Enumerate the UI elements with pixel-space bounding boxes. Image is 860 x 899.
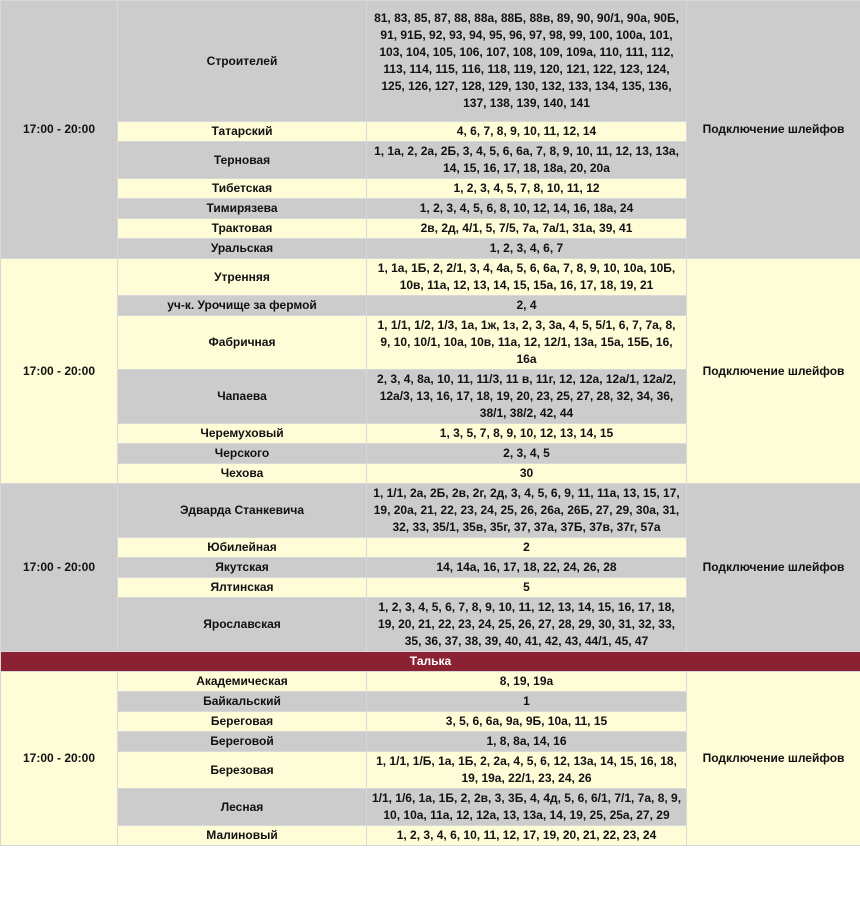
- house-numbers: 5: [367, 578, 687, 598]
- street-name: Черемуховый: [118, 424, 367, 444]
- street-name: уч-к. Урочище за фермой: [118, 296, 367, 316]
- house-numbers: 1, 1а, 2, 2а, 2Б, 3, 4, 5, 6, 6а, 7, 8, 9, 10, 11, 12, 13, 13а, 14, 15, 16, 17, 18, 18а, 20, 20а: [367, 142, 687, 179]
- locality-title: Талька: [1, 652, 860, 672]
- time-cell: 17:00 - 20:00: [1, 259, 118, 484]
- house-numbers: 81, 83, 85, 87, 88, 88а, 88Б, 88в, 89, 90, 90/1, 90а, 90Б, 91, 91Б, 92, 93, 94, 95, 96, 97, 98, 99, 100, 100а, 101, 103, 104, 105, 106, 107, 108, 109, 109а, 110, 111, 112, 113, 114, 115, 116, 118, 119, 120, 121, 122, 123, 124, 125, 126, 127, 128, 129, 130, 132, 133, 134, 135, 136, 137, 138, 139, 140, 141: [367, 1, 687, 122]
- street-name: Березовая: [118, 752, 367, 789]
- street-name: Чапаева: [118, 370, 367, 424]
- street-name: Черского: [118, 444, 367, 464]
- house-numbers: 2, 4: [367, 296, 687, 316]
- house-numbers: 8, 19, 19а: [367, 672, 687, 692]
- street-name: Чехова: [118, 464, 367, 484]
- schedule-row: [1, 672, 860, 692]
- street-name: Татарский: [118, 122, 367, 142]
- house-numbers: 2, 3, 4, 8а, 10, 11, 11/3, 11 в, 11г, 12, 12а, 12а/1, 12а/2, 12а/3, 13, 16, 17, 18, 19, 20, 23, 25, 27, 28, 32, 34, 36, 38/1, 38/2, 42, 44: [367, 370, 687, 424]
- house-numbers: 2, 3, 4, 5: [367, 444, 687, 464]
- house-numbers: 30: [367, 464, 687, 484]
- street-name: Академическая: [118, 672, 367, 692]
- house-numbers: 1, 3, 5, 7, 8, 9, 10, 12, 13, 14, 15: [367, 424, 687, 444]
- work-type-cell: Подключение шлейфов: [687, 484, 860, 652]
- house-numbers: 1, 2, 3, 4, 6, 10, 11, 12, 17, 19, 20, 21, 22, 23, 24: [367, 826, 687, 846]
- house-numbers: 1, 2, 3, 4, 6, 7: [367, 239, 687, 259]
- street-name: Малиновый: [118, 826, 367, 846]
- street-name: Эдварда Станкевича: [118, 484, 367, 538]
- work-type-cell: Подключение шлейфов: [687, 259, 860, 484]
- work-type-cell: Подключение шлейфов: [687, 1, 860, 259]
- street-name: Береговой: [118, 732, 367, 752]
- time-cell: 17:00 - 20:00: [1, 1, 118, 259]
- house-numbers: 14, 14а, 16, 17, 18, 22, 24, 26, 28: [367, 558, 687, 578]
- street-name: Терновая: [118, 142, 367, 179]
- street-name: Трактовая: [118, 219, 367, 239]
- house-numbers: 1, 8, 8а, 14, 16: [367, 732, 687, 752]
- street-name: Тибетская: [118, 179, 367, 199]
- locality-section-header: [1, 652, 860, 672]
- schedule-row: [1, 259, 860, 296]
- time-cell: 17:00 - 20:00: [1, 484, 118, 652]
- street-name: Береговая: [118, 712, 367, 732]
- house-numbers: 1, 1/1, 2а, 2Б, 2в, 2г, 2д, 3, 4, 5, 6, 9, 11, 11а, 13, 15, 17, 19, 20а, 21, 22, 23, 24, 25, 26, 26а, 26Б, 27, 29, 30а, 31, 32, 33, 35/1, 35в, 35г, 37, 37а, 37Б, 37в, 37г, 57а: [367, 484, 687, 538]
- street-name: Строителей: [118, 1, 367, 122]
- street-name: Ялтинская: [118, 578, 367, 598]
- time-cell: 17:00 - 20:00: [1, 672, 118, 846]
- house-numbers: 1/1, 1/6, 1а, 1Б, 2, 2в, 3, 3Б, 4, 4д, 5, 6, 6/1, 7/1, 7а, 8, 9, 10, 10а, 11а, 12, 12а, 13, 13а, 14, 19, 25, 25а, 27, 29: [367, 789, 687, 826]
- house-numbers: 1, 1/1, 1/Б, 1а, 1Б, 2, 2а, 4, 5, 6, 12, 13а, 14, 15, 16, 18, 19, 19а, 22/1, 23, 24, 26: [367, 752, 687, 789]
- house-numbers: 3, 5, 6, 6а, 9а, 9Б, 10а, 11, 15: [367, 712, 687, 732]
- street-name: Юбилейная: [118, 538, 367, 558]
- street-name: Ярославская: [118, 598, 367, 652]
- house-numbers: 4, 6, 7, 8, 9, 10, 11, 12, 14: [367, 122, 687, 142]
- house-numbers: 1, 2, 3, 4, 5, 6, 7, 8, 9, 10, 11, 12, 13, 14, 15, 16, 17, 18, 19, 20, 21, 22, 23, 24, 25, 26, 27, 28, 29, 30, 31, 32, 33, 35, 36, 37, 38, 39, 40, 41, 42, 43, 44/1, 45, 47: [367, 598, 687, 652]
- house-numbers: 2в, 2д, 4/1, 5, 7/5, 7а, 7а/1, 31а, 39, 41: [367, 219, 687, 239]
- house-numbers: 1, 1/1, 1/2, 1/3, 1а, 1ж, 1з, 2, 3, 3а, 4, 5, 5/1, 6, 7, 7а, 8, 9, 10, 10/1, 10а, 10в, 11а, 12, 12/1, 13а, 15а, 15Б, 16, 16а: [367, 316, 687, 370]
- house-numbers: 1, 2, 3, 4, 5, 7, 8, 10, 11, 12: [367, 179, 687, 199]
- street-name: Утренняя: [118, 259, 367, 296]
- work-type-cell: Подключение шлейфов: [687, 672, 860, 846]
- street-name: Байкальский: [118, 692, 367, 712]
- street-name: Якутская: [118, 558, 367, 578]
- schedule-row: [1, 484, 860, 538]
- house-numbers: 1, 1а, 1Б, 2, 2/1, 3, 4, 4а, 5, 6, 6а, 7, 8, 9, 10, 10а, 10Б, 10в, 11а, 12, 13, 14, 15, 15а, 16, 17, 18, 19, 21: [367, 259, 687, 296]
- street-name: Лесная: [118, 789, 367, 826]
- house-numbers: 1, 2, 3, 4, 5, 6, 8, 10, 12, 14, 16, 18а, 24: [367, 199, 687, 219]
- house-numbers: 1: [367, 692, 687, 712]
- street-name: Тимирязева: [118, 199, 367, 219]
- street-name: Уральская: [118, 239, 367, 259]
- house-numbers: 2: [367, 538, 687, 558]
- street-name: Фабричная: [118, 316, 367, 370]
- schedule-row: [1, 1, 860, 122]
